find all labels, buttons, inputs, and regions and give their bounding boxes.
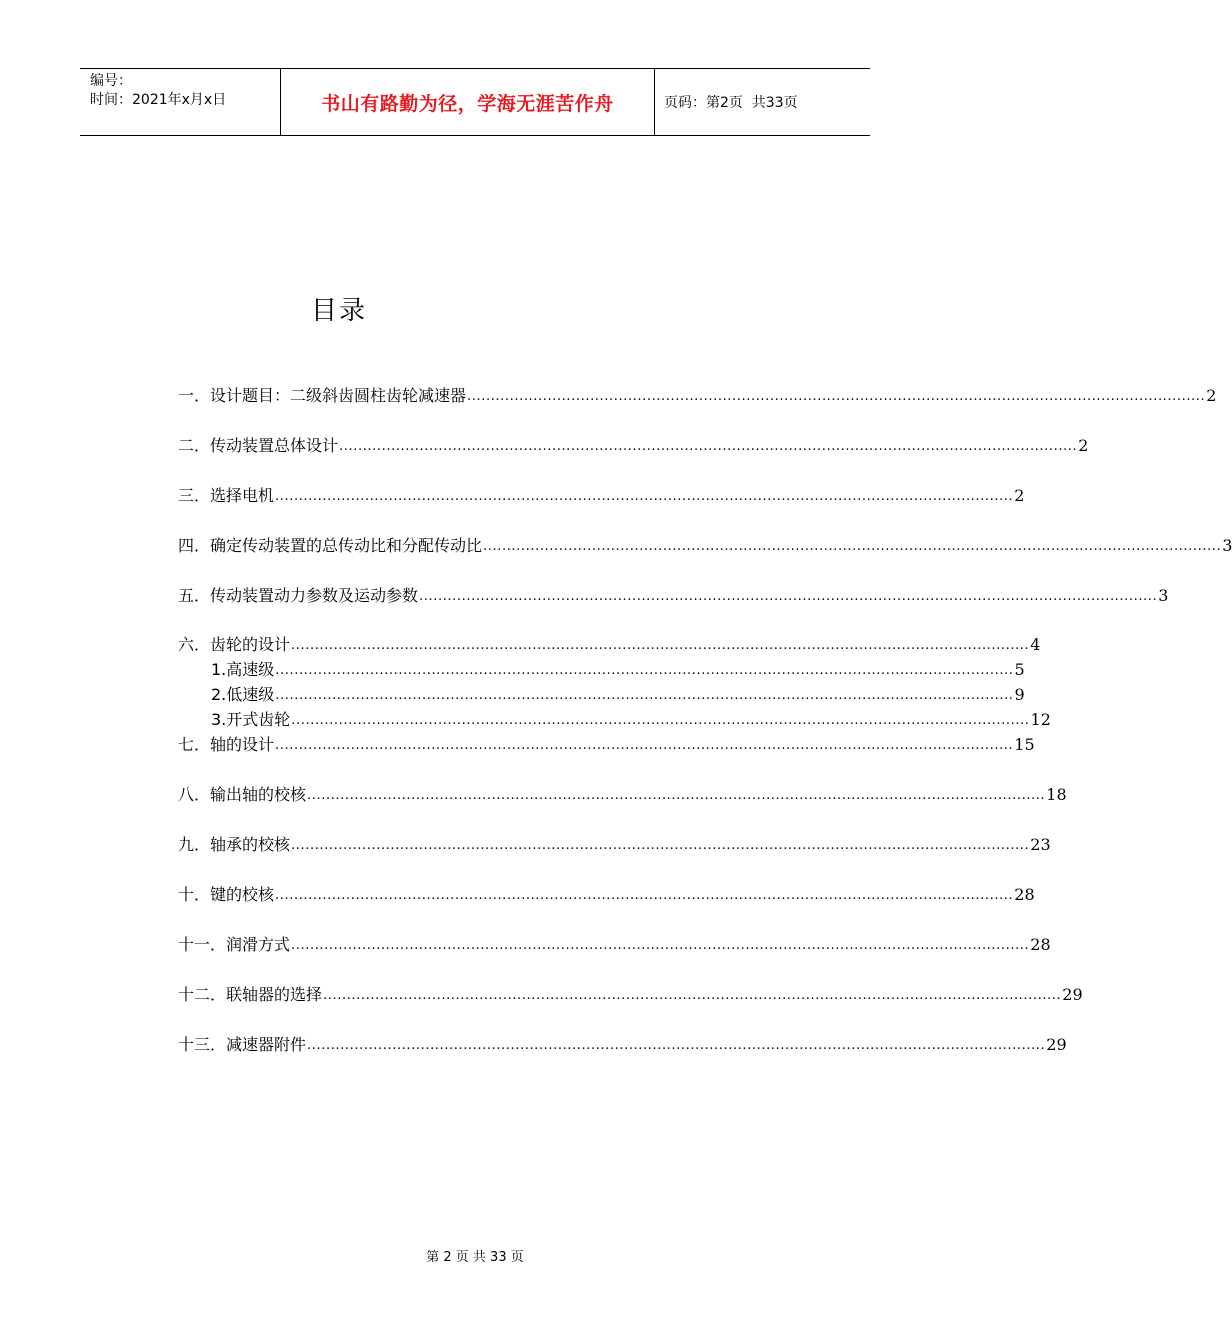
toc-leader-dots: ............................................................................................................................................................ (483, 539, 1222, 554)
toc-entry-label: 开式齿轮 (226, 710, 291, 729)
header-meta (80, 69, 281, 135)
toc-entry-label: 减速器附件 (226, 1035, 307, 1054)
toc-entry-page: 2 (1014, 486, 1025, 505)
toc-entry[interactable] (178, 933, 1051, 955)
toc-subentry[interactable] (178, 658, 1025, 680)
header-motto: 书山有路勤为径，学海无涯苦作舟 (281, 69, 655, 135)
toc-entry-label: 低速级 (226, 685, 275, 704)
toc-entry-number: 十二． (178, 985, 227, 1004)
toc-entry-number: 五． (178, 586, 211, 605)
toc-entry-page: 3 (1222, 536, 1232, 555)
toc-entry-label: 设计题目：二级斜齿圆柱齿轮减速器 (210, 386, 467, 405)
toc-entry-label: 轴的设计 (210, 735, 275, 754)
page-header (80, 68, 870, 136)
toc-leader-dots: ............................................................................................................................................................ (275, 489, 1014, 504)
toc-leader-dots: ............................................................................................................................................................ (291, 638, 1030, 653)
toc-entry-page: 2 (1206, 386, 1217, 405)
toc-entry-label: 高速级 (226, 660, 275, 679)
toc-entry-label: 选择电机 (210, 486, 275, 505)
toc-entry-page: 15 (1014, 735, 1035, 754)
toc-entry[interactable] (178, 733, 1035, 755)
time-label: 时间：2021年x月x日 (90, 92, 227, 108)
toc-entry[interactable] (178, 434, 1089, 456)
toc-entry-page: 28 (1014, 885, 1035, 904)
toc-entry-number: 1. (211, 660, 227, 679)
toc-entry-number: 八． (178, 785, 211, 804)
toc-entry-page: 12 (1030, 710, 1051, 729)
toc-subentry[interactable] (178, 708, 1051, 730)
toc-leader-dots: ............................................................................................................................................................ (323, 988, 1062, 1003)
toc-entry-label: 齿轮的设计 (210, 635, 291, 654)
toc-leader-dots: ............................................................................................................................................................ (275, 888, 1014, 903)
toc-entry[interactable] (178, 384, 1217, 406)
toc-entry-page: 5 (1014, 660, 1025, 679)
toc-entry[interactable] (178, 983, 1083, 1005)
toc-leader-dots: ............................................................................................................................................................ (275, 688, 1014, 703)
toc-entry-number: 十三． (178, 1035, 227, 1054)
toc-leader-dots: ............................................................................................................................................................ (291, 713, 1030, 728)
toc-entry-number: 一． (178, 386, 211, 405)
toc-entry-page: 4 (1030, 635, 1041, 654)
toc-entry-page: 18 (1046, 785, 1067, 804)
toc-entry-number: 六． (178, 635, 211, 654)
toc-entry-label: 传动装置动力参数及运动参数 (210, 586, 419, 605)
toc-entry[interactable] (178, 883, 1035, 905)
toc-leader-dots: ............................................................................................................................................................ (307, 788, 1046, 803)
toc-subentry[interactable] (178, 683, 1025, 705)
toc-entry-number: 3. (211, 710, 227, 729)
toc-entry[interactable] (178, 584, 1169, 606)
toc-entry-page: 2 (1078, 436, 1089, 455)
toc-entry-number: 三． (178, 486, 211, 505)
toc-entry[interactable] (178, 633, 1041, 655)
toc-title: 目录 (311, 296, 368, 326)
toc-entry-page: 29 (1046, 1035, 1067, 1054)
number-label: 编号： (90, 73, 132, 89)
toc-entry-number: 九． (178, 835, 211, 854)
toc-entry-label: 键的校核 (210, 885, 275, 904)
toc-entry[interactable] (178, 833, 1051, 855)
toc-entry-number: 十． (178, 885, 211, 904)
toc-entry-label: 轴承的校核 (210, 835, 291, 854)
toc-entry-page: 29 (1062, 985, 1083, 1004)
toc-entry-label: 润滑方式 (226, 935, 291, 954)
toc-entry-page: 23 (1030, 835, 1051, 854)
toc-leader-dots: ............................................................................................................................................................ (467, 389, 1206, 404)
toc-leader-dots: ............................................................................................................................................................ (291, 938, 1030, 953)
toc-entry-label: 传动装置总体设计 (210, 436, 339, 455)
page-footer: 第 2 页 共 33 页 (426, 1250, 524, 1265)
toc-entry[interactable] (178, 484, 1025, 506)
toc-entry-page: 28 (1030, 935, 1051, 954)
toc-entry-label: 确定传动装置的总传动比和分配传动比 (210, 536, 483, 555)
toc-entry-label: 联轴器的选择 (226, 985, 323, 1004)
toc-leader-dots: ............................................................................................................................................................ (339, 439, 1078, 454)
toc-leader-dots: ............................................................................................................................................................ (291, 838, 1030, 853)
header-page-label: 页码：第2页 共33页 (664, 95, 798, 111)
toc-entry[interactable] (178, 783, 1067, 805)
toc-entry-label: 输出轴的校核 (210, 785, 307, 804)
toc-leader-dots: ............................................................................................................................................................ (275, 663, 1014, 678)
toc-entry-number: 2. (211, 685, 227, 704)
toc-leader-dots: ............................................................................................................................................................ (275, 738, 1014, 753)
toc-entry-number: 四． (178, 536, 211, 555)
toc-entry-number: 十一． (178, 935, 227, 954)
toc-entry-page: 9 (1014, 685, 1025, 704)
toc-entry[interactable] (178, 1033, 1067, 1055)
toc-entry-number: 二． (178, 436, 211, 455)
toc-entry-number: 七． (178, 735, 211, 754)
toc-entry-page: 3 (1158, 586, 1169, 605)
toc-leader-dots: ............................................................................................................................................................ (307, 1038, 1046, 1053)
toc-entry[interactable] (178, 534, 1232, 556)
toc-leader-dots: ............................................................................................................................................................ (419, 589, 1158, 604)
